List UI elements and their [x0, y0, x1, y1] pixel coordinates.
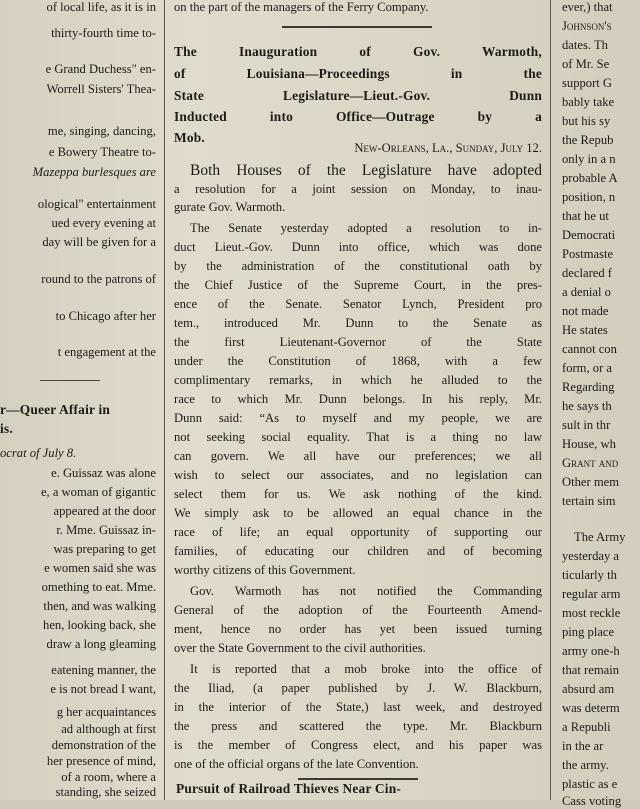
body-line: can govern. We all have our preferences; we all — [174, 449, 542, 463]
text-line: Johnson's — [562, 19, 612, 33]
body-line: Dunn said: “As to myself and my people, we are — [174, 411, 542, 425]
dateline: New-Orleans, La., Sunday, July 12. — [354, 141, 542, 155]
text-line: to Chicago after her — [55, 309, 156, 323]
text-line: that remain — [562, 663, 619, 677]
headline-line: State Legislature—Lieut.-Gov. Dunn — [174, 88, 542, 103]
text-line: form, or a — [562, 361, 613, 375]
body-line: worthy citizens of this Government. — [174, 563, 356, 577]
text-line: Regarding — [562, 380, 615, 394]
section-headline: r—Queer Affair in — [0, 402, 111, 417]
text-line: bably take — [562, 95, 615, 109]
text-line: sult in thr — [562, 418, 611, 432]
column-rule — [550, 0, 551, 800]
text-line: position, n — [562, 190, 616, 204]
text-line: Grant and — [562, 456, 619, 470]
text-line: was determ — [562, 701, 620, 715]
text-line: Mazeppa burlesques are — [32, 165, 156, 179]
text-line: standing, she seized — [55, 785, 156, 799]
text-line: most reckle — [562, 606, 621, 620]
text-line: Other mem — [562, 475, 620, 489]
text-line: He states — [562, 323, 608, 337]
text-line: tertain sim — [562, 494, 616, 508]
text-line: ued every evening at — [51, 216, 156, 230]
text-line: e women said she was — [44, 561, 156, 575]
text-line: Democrati — [562, 228, 616, 242]
text-line: of a room, where a — [61, 770, 156, 784]
body-line: the Chief Justice of the Supreme Court, in the pres- — [174, 278, 542, 292]
text-line: g her acquaintances — [56, 705, 156, 719]
text-line: a denial o — [562, 285, 611, 299]
text-line: her presence of mind, — [46, 754, 156, 768]
text-line: ever,) that — [562, 0, 613, 14]
text-line: regular arm — [562, 587, 621, 601]
text-line: of Mr. Se — [562, 57, 610, 71]
section-headline: is. — [0, 421, 13, 436]
text-line: cannot con — [562, 342, 617, 356]
text-line: army one-h — [562, 644, 620, 658]
text-line: yesterday a — [562, 549, 619, 563]
column-rule — [164, 0, 165, 800]
text-line: ping place — [562, 625, 615, 639]
text-line: e is not bread I want, — [50, 682, 156, 696]
text-line: ological" entertainment — [37, 197, 156, 211]
headline-line: Mob. — [174, 130, 205, 145]
body-line: We simply ask to be allowed an equal chance in the — [174, 506, 542, 520]
body-line: duct Lieut.-Gov. Dunn into office, which was done — [174, 240, 542, 254]
body-line: under the Constitution of 1868, with a few — [174, 354, 542, 368]
right-column — [556, 0, 640, 808]
text-line: r. Mme. Guissaz in- — [56, 523, 156, 537]
text-line: Postmaste — [562, 247, 614, 261]
body-line: is the member of Congress elect, and his paper was — [174, 738, 542, 752]
text-line: absurd am — [562, 682, 615, 696]
text-line: e, a woman of gigantic — [40, 485, 156, 499]
column-separator — [40, 380, 100, 381]
lead-line: a resolution for a joint session on Monday, to inau- — [174, 182, 542, 196]
body-line: one of the official organs of the late Convention. — [174, 757, 419, 771]
text-line: was preparing to get — [53, 542, 156, 556]
body-line: the Iliad, (a paper published by J. W. Blackburn, — [174, 681, 542, 695]
text-line: that he ut — [562, 209, 609, 223]
text-line: day will be given for a — [42, 235, 156, 249]
text-line: Cass voting — [562, 794, 622, 808]
body-line: over the State Government to the civil authorities. — [174, 641, 426, 655]
text-line: he says th — [562, 399, 612, 413]
body-line: General of the adoption of the Fourteenth Amend- — [174, 603, 542, 617]
body-line: The Senate yesterday adopted a resolution to in- — [190, 221, 542, 235]
text-line: e. Guissaz was alone — [51, 466, 156, 480]
text-line: not made — [562, 304, 609, 318]
body-line: the press and scattered the type. Mr. Blackburn — [174, 719, 542, 733]
body-line: complimentary remarks, in which he alluded to the — [174, 373, 542, 387]
body-line: ment, hence no order has yet been issued turning — [174, 622, 542, 636]
text-line: hen, looking back, she — [43, 618, 156, 632]
left-column — [0, 0, 158, 800]
text-line: ad although at first — [61, 722, 156, 736]
body-line: families, of educating our children and of becoming — [174, 544, 542, 558]
body-line: the first Lieutenant-Governor of the State — [174, 335, 542, 349]
headline-line: of Louisiana—Proceedings in the — [174, 66, 542, 81]
text-line: probable A — [562, 171, 618, 185]
text-line: ocrat of July 8. — [0, 446, 77, 460]
body-line: select them for us. We ask nothing of the kind. — [174, 487, 542, 501]
text-line: only in a n — [562, 152, 616, 166]
text-line: e Grand Duchess" en- — [45, 62, 156, 76]
text-line: support G — [562, 76, 613, 90]
headline-line: The Inauguration of Gov. Warmoth, — [174, 44, 542, 59]
body-line: Gov. Warmoth has not notified the Commanding — [190, 584, 542, 598]
text-line: declared f — [562, 266, 612, 280]
headline-line: Inducted into Office—Outrage by a — [174, 109, 542, 124]
body-line: race of life; an equal opportunity of supporting our — [174, 525, 542, 539]
section-rule — [298, 778, 418, 780]
text-line: thirty-fourth time to- — [51, 26, 156, 40]
text-line: House, wh — [562, 437, 616, 451]
text-line: The Army — [574, 530, 626, 544]
text-line: ticularly th — [562, 568, 617, 582]
lead-line: Both Houses of the Legislature have adopted — [190, 162, 542, 179]
text-line: plastic as e — [562, 777, 618, 791]
text-line: a Republi — [562, 720, 611, 734]
text-line: dates. Th — [562, 38, 608, 52]
body-line: race to which Mr. Dunn belongs. In his reply, Mr. — [174, 392, 542, 406]
body-line: tem., introduced Mr. Dunn to the Senate as — [174, 316, 542, 330]
text-line: then, and was walking — [43, 599, 156, 613]
text-line: on the part of the managers of the Ferry Company. — [174, 0, 429, 14]
text-line: the army. — [562, 758, 609, 772]
body-line: not seeking social equality. That is a thing no law — [174, 430, 542, 444]
text-line: eatening manner, the — [51, 663, 156, 677]
headline-rule — [282, 26, 432, 28]
text-line: omething to eat. Mme. — [41, 580, 156, 594]
text-line: Worrell Sisters' Thea- — [46, 82, 156, 96]
text-line: t engagement at the — [57, 345, 156, 359]
text-line: the Repub — [562, 133, 614, 147]
text-line: round to the patrons of — [41, 272, 156, 286]
body-line: It is reported that a mob broke into the office of — [190, 662, 542, 676]
text-line: e Bowery Theatre to- — [48, 145, 156, 159]
next-headline: Pursuit of Railroad Thieves Near Cin- — [176, 781, 402, 796]
body-line: wish to select our associates, and no legislation can — [174, 468, 542, 482]
body-line: in the interior of the State,) last week, and destroyed — [174, 700, 542, 714]
text-line: draw a long gleaming — [46, 637, 156, 651]
body-line: ence of the Senate. Senator Lynch, President pro — [174, 297, 542, 311]
lead-line: gurate Gov. Warmoth. — [174, 200, 286, 214]
text-line: of local life, as it is in — [46, 0, 156, 14]
middle-column — [170, 0, 544, 800]
text-line: me, singing, dancing, — [47, 124, 156, 138]
text-line: in the ar — [562, 739, 604, 753]
text-line: demonstration of the — [51, 738, 156, 752]
body-line: by the administration of the constitutional oath by — [174, 259, 542, 273]
text-line: but his sy — [562, 114, 611, 128]
text-line: appeared at the door — [53, 504, 156, 518]
